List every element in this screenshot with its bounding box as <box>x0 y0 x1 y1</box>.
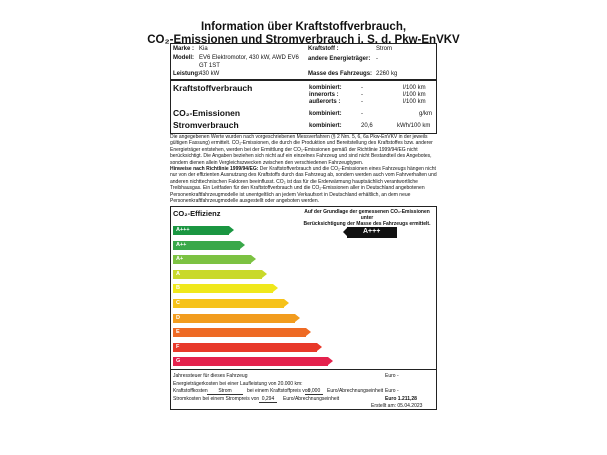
energietraeger-label: andere Energieträger: <box>308 56 371 62</box>
efficiency-class-label: A+ <box>176 256 184 263</box>
efficiency-class-bar <box>173 255 251 264</box>
efficiency-class-arrow-tip <box>240 241 245 249</box>
strom-title: Stromverbrauch <box>173 120 239 130</box>
efficiency-class-label: G <box>176 358 181 365</box>
energy-label: Energieträgerkosten bei einer Laufleistung von 20.000 km: <box>173 381 303 387</box>
efficiency-class-bar <box>173 284 273 293</box>
tax-label: Jahressteuer für dieses Fahrzeug <box>173 373 248 379</box>
fuel-unit: Euro/Abrechnungseinheit <box>327 388 384 394</box>
co2-row-label: kombiniert: <box>309 111 342 117</box>
tax-value: Euro - <box>385 373 399 379</box>
row-unit: l/100 km <box>403 92 426 98</box>
co2-title: CO₂-Emissionen <box>173 108 241 118</box>
efficiency-class-arrow-tip <box>251 255 256 263</box>
efficiency-class-arrow-tip <box>317 343 322 351</box>
created-date: Erstellt am: 05.04.2023 <box>371 403 423 409</box>
efficiency-class-label: F <box>176 343 180 350</box>
kraftstoff-title: Kraftstoffverbrauch <box>173 83 253 93</box>
efficiency-class-bar <box>173 226 229 235</box>
efficiency-class-arrow-tip <box>262 270 267 278</box>
notes-paragraph-2 <box>170 166 437 204</box>
fuel-prefix: Kraftstoffkosten <box>173 388 208 394</box>
efficiency-basis-line1: Auf der Grundlage der gemessenen CO₂-Emissionen unter <box>304 209 430 221</box>
page-title: Information über Kraftstoffverbrauch, <box>200 21 407 33</box>
efficiency-class-bar <box>173 241 240 250</box>
efficiency-class-bar <box>173 343 317 352</box>
efficiency-class-label: A++ <box>176 241 187 248</box>
efficiency-basis <box>299 209 435 227</box>
masse-value: 2260 kg <box>376 71 398 77</box>
efficiency-class-arrow-tip <box>328 357 333 365</box>
efficiency-class-bar <box>173 270 262 279</box>
efficiency-class-label: C <box>176 300 180 306</box>
notes-paragraph-1: Die angegebenen Werte wurden nach vorgeschriebenen Messverfahren (§ 2 Nrn. 5, 6, 6a Pkw-EnVKV in der jeweils gültigen Fassung) ermittelt. CO₂-Emissionen, die durch die Produktion und Bereitstellung des Kraftstoffes bzw. anderer Energieträger entstehen, werden bei der Ermittlung der CO₂-Emissionen gemäß der Richtlinie 1999/94/EG nicht berücksichtigt. Die Angaben beziehen sich nicht auf ein einzelnes Fahrzeug und sind nicht Bestandteil des Angebotes, sondern dienen allein Vergleichszwecken zwischen den verschiedenen Fahrzeugtypen. <box>170 134 433 166</box>
modell-label: Modell: <box>173 55 194 61</box>
costs-box <box>170 370 437 410</box>
energietraeger-value: - <box>376 56 378 62</box>
power-price: 0,294 <box>259 396 277 403</box>
row-value: - <box>361 92 363 98</box>
efficiency-class-label: D <box>176 314 180 321</box>
strom-row-label: kombiniert: <box>309 123 342 129</box>
efficiency-class-arrow-tip <box>229 226 234 234</box>
efficiency-class-arrow-tip <box>273 284 278 292</box>
efficiency-class-bar <box>173 357 328 366</box>
fuel-mid: bei einem Kraftstoffpreis von <box>247 388 311 394</box>
efficiency-class-bar <box>173 314 295 323</box>
fuel-type: Strom <box>207 388 243 395</box>
kraftstoff-value: Strom <box>376 46 393 52</box>
efficiency-class-arrow-tip <box>306 328 311 336</box>
leistung-value: 430 kW <box>199 71 220 77</box>
efficiency-class-label: B <box>176 285 180 292</box>
efficiency-box <box>170 206 437 370</box>
row-label: innerorts : <box>309 92 339 98</box>
co2-row-value: - <box>361 111 363 117</box>
efficiency-class-label: A+++ <box>176 227 190 233</box>
row-label: kombiniert: <box>309 85 342 91</box>
row-value: - <box>361 99 363 105</box>
row-unit: l/100 km <box>403 99 426 105</box>
efficiency-class-bar <box>173 328 306 337</box>
efficiency-basis-line2: Berücksichtigung der Masse des Fahrzeugs ermittelt. <box>303 221 431 227</box>
efficiency-class-arrow-tip <box>295 314 300 322</box>
marke-label: Marke : <box>173 46 195 52</box>
modell-value: EV6 Elektromotor, 430 kW, AWD EV6 <box>199 55 299 61</box>
notes-text: Der Kraftstoffverbrauch und die CO₂-Emissionen eines Fahrzeugs hängen nicht nur von der effizienten Ausnutzung des Kraftstoffs durch das Fahrzeug ab, sondern werden auch vom Fahrverhalten und anderen nichttechnischen Faktoren beeinflusst. CO₂ ist das für die Erderwärmung hauptsächlich verantwortliche Treibhausgas. Ein Leitfaden für den Kraftstoffverbrauch und die CO₂-Emissionen aller in Deutschland angebotenen Personenkraftfahrzeugmodelle ist unentgeltlich an jedem Verkaufsort in Deutschland erhältlich, an dem neue Personenkraftfahrzeugmodelle ausgestellt oder angeboten werden. <box>170 166 437 205</box>
notes-heading: Hinweise nach Richtlinie 1999/94/EG: <box>170 166 259 172</box>
current-class-arrow-tip <box>343 227 348 237</box>
fuel-price: 0,000 <box>305 388 323 395</box>
efficiency-class-arrow-tip <box>284 299 289 307</box>
kraftstoff-label: Kraftstoff : <box>308 46 339 52</box>
fuel-total: Euro - <box>385 388 399 394</box>
efficiency-class-label: E <box>176 329 180 336</box>
consumption-box <box>170 80 437 134</box>
strom-row-value: 20,6 <box>361 123 373 129</box>
page-subtitle: CO₂-Emissionen und Stromverbrauch i. S. d. Pkw-EnVKV <box>147 34 460 46</box>
row-unit: l/100 km <box>403 85 426 91</box>
vehicle-info-box <box>170 43 437 80</box>
current-class-arrow <box>347 227 397 238</box>
power-total: Euro 1.211,28 <box>385 396 417 402</box>
strom-row-unit: kWh/100 km <box>397 123 431 129</box>
masse-label: Masse des Fahrzeugs: <box>308 71 373 77</box>
efficiency-class-label: A <box>176 270 180 277</box>
modell-value-2: GT 1ST <box>199 63 220 69</box>
co2-row-unit: g/km <box>419 111 433 117</box>
current-class-label: A+++ <box>363 228 381 235</box>
efficiency-title: CO₂-Effizienz <box>173 209 221 218</box>
efficiency-class-bar <box>173 299 284 308</box>
row-label: außerorts : <box>309 99 341 105</box>
marke-value: Kia <box>199 46 208 52</box>
power-unit: Euro/Abrechnungseinheit <box>283 396 340 402</box>
leistung-label: Leistung: <box>173 71 200 77</box>
row-value: - <box>361 85 363 91</box>
power-prefix: Stromkosten bei einem Strompreis von <box>173 396 260 402</box>
